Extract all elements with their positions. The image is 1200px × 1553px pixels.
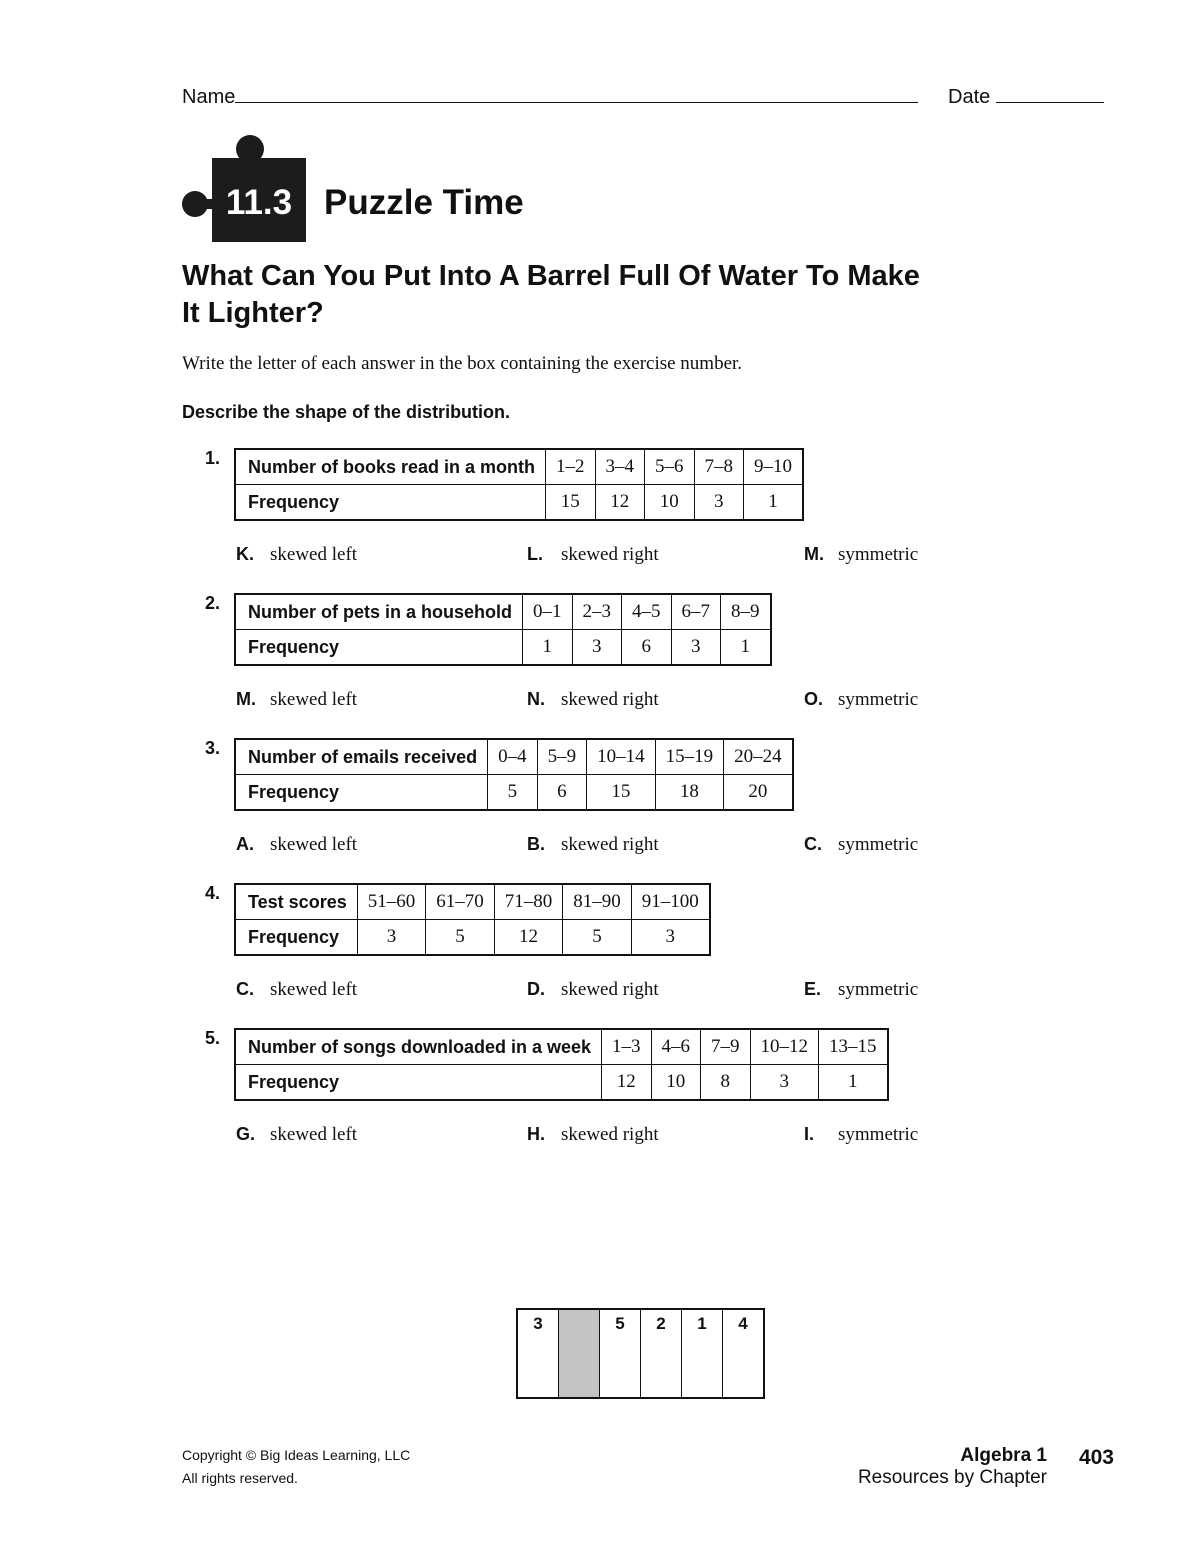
row-label: Number of songs downloaded in a week <box>235 1029 602 1065</box>
choice-text: skewed right <box>561 979 659 1000</box>
interval-cell: 0–1 <box>523 594 573 630</box>
answer-box[interactable]: 2 <box>641 1309 682 1398</box>
frequency-table <box>234 1028 889 1101</box>
answer-grid <box>516 1308 765 1399</box>
interval-cell: 8–9 <box>721 594 771 630</box>
interval-cell: 4–6 <box>651 1029 701 1065</box>
section-title: Puzzle Time <box>324 183 524 222</box>
choice-letter: I. <box>804 1124 815 1144</box>
interval-cell: 91–100 <box>631 884 710 920</box>
frequency-table <box>234 593 772 666</box>
date-line <box>996 86 1104 103</box>
frequency-cell: 12 <box>494 920 563 956</box>
choice-letter: D. <box>527 979 545 999</box>
frequency-table <box>234 738 794 811</box>
choice-text: skewed left <box>270 979 358 1000</box>
frequency-table <box>234 448 804 521</box>
choice-text: skewed left <box>270 834 358 855</box>
frequency-label: Frequency <box>235 1065 602 1101</box>
choice-letter: G. <box>236 1124 256 1144</box>
frequency-cell: 3 <box>694 485 744 521</box>
frequency-cell: 15 <box>587 775 656 811</box>
choice-text: symmetric <box>838 1124 919 1145</box>
answer-choice <box>527 979 659 1001</box>
interval-cell: 1–3 <box>602 1029 652 1065</box>
answer-choice <box>804 689 918 711</box>
row-label: Number of pets in a household <box>235 594 523 630</box>
choice-letter: M. <box>236 689 256 709</box>
answer-choice <box>804 1124 918 1146</box>
choice-text: symmetric <box>838 544 919 565</box>
frequency-cell: 5 <box>488 775 538 811</box>
frequency-cell: 18 <box>655 775 724 811</box>
frequency-cell: 5 <box>563 920 632 956</box>
frequency-cell: 12 <box>602 1065 652 1101</box>
choice-letter: N. <box>527 689 545 709</box>
frequency-cell: 1 <box>523 630 573 666</box>
choice-text: skewed right <box>561 689 659 710</box>
choice-text: skewed left <box>270 544 358 565</box>
frequency-cell: 1 <box>819 1065 888 1101</box>
frequency-label: Frequency <box>235 775 488 811</box>
interval-cell: 15–19 <box>655 739 724 775</box>
answer-box[interactable]: 5 <box>600 1309 641 1398</box>
frequency-label: Frequency <box>235 630 523 666</box>
interval-cell: 61–70 <box>426 884 495 920</box>
answer-choice <box>236 979 357 1001</box>
choice-text: symmetric <box>838 834 919 855</box>
exercise-number: 1. <box>205 448 221 468</box>
name-field <box>182 86 918 109</box>
answer-choice <box>527 544 659 566</box>
frequency-cell: 3 <box>357 920 426 956</box>
section-number: 11.3 <box>225 183 293 222</box>
rights-reserved: All rights reserved. <box>182 1470 298 1486</box>
frequency-cell: 3 <box>750 1065 819 1101</box>
name-line <box>235 86 918 103</box>
page-number: 403 <box>1078 1446 1114 1469</box>
answer-choice <box>804 979 918 1001</box>
puzzle-piece-icon <box>182 133 307 243</box>
interval-cell: 5–9 <box>537 739 587 775</box>
interval-cell: 6–7 <box>671 594 721 630</box>
interval-cell: 7–8 <box>694 449 744 485</box>
exercise-number: 2. <box>205 593 221 613</box>
interval-cell: 20–24 <box>724 739 793 775</box>
interval-cell: 1–2 <box>546 449 596 485</box>
choice-text: skewed right <box>561 834 659 855</box>
choice-text: skewed left <box>270 1124 358 1145</box>
answer-box[interactable]: 4 <box>723 1309 765 1398</box>
book-title: Algebra 1 <box>960 1445 1047 1466</box>
choice-text: symmetric <box>838 689 919 710</box>
answer-choice <box>527 834 659 856</box>
frequency-cell: 6 <box>622 630 672 666</box>
answer-box[interactable]: 3 <box>517 1309 559 1398</box>
interval-cell: 51–60 <box>357 884 426 920</box>
frequency-cell: 10 <box>651 1065 701 1101</box>
answer-box-blank[interactable] <box>559 1309 600 1398</box>
choice-letter: C. <box>804 834 822 854</box>
answer-choice <box>527 689 659 711</box>
interval-cell: 81–90 <box>563 884 632 920</box>
frequency-label: Frequency <box>235 920 357 956</box>
frequency-cell: 15 <box>546 485 596 521</box>
frequency-cell: 3 <box>572 630 622 666</box>
interval-cell: 4–5 <box>622 594 672 630</box>
frequency-cell: 6 <box>537 775 587 811</box>
interval-cell: 2–3 <box>572 594 622 630</box>
exercise-number: 5. <box>205 1028 221 1048</box>
interval-cell: 3–4 <box>595 449 645 485</box>
choice-text: skewed right <box>561 544 659 565</box>
choice-letter: O. <box>804 689 824 709</box>
answer-choice <box>236 834 357 856</box>
interval-cell: 7–9 <box>701 1029 751 1065</box>
choice-letter: H. <box>527 1124 545 1144</box>
choice-letter: A. <box>236 834 254 854</box>
date-label: Date <box>948 86 991 108</box>
interval-cell: 0–4 <box>488 739 538 775</box>
frequency-cell: 5 <box>426 920 495 956</box>
row-label: Test scores <box>235 884 357 920</box>
copyright: Copyright © Big Ideas Learning, LLC <box>182 1447 411 1463</box>
choice-text: skewed right <box>561 1124 659 1145</box>
puzzle-question: What Can You Put Into A Barrel Full Of Water To Make It Lighter? <box>182 260 920 329</box>
answer-choice <box>236 544 357 566</box>
row-label: Number of books read in a month <box>235 449 546 485</box>
choice-letter: L. <box>527 544 543 564</box>
frequency-cell: 3 <box>631 920 710 956</box>
section-heading: Describe the shape of the distribution. <box>182 402 511 422</box>
choice-letter: M. <box>804 544 824 564</box>
frequency-label: Frequency <box>235 485 546 521</box>
interval-cell: 9–10 <box>744 449 804 485</box>
interval-cell: 10–14 <box>587 739 656 775</box>
interval-cell: 10–12 <box>750 1029 819 1065</box>
frequency-cell: 3 <box>671 630 721 666</box>
row-label: Number of emails received <box>235 739 488 775</box>
choice-text: skewed left <box>270 689 358 710</box>
choice-letter: B. <box>527 834 545 854</box>
answer-choice <box>236 1124 357 1146</box>
instructions: Write the letter of each answer in the box containing the exercise number. <box>182 353 743 374</box>
answer-choice <box>527 1124 659 1146</box>
frequency-cell: 8 <box>701 1065 751 1101</box>
choice-letter: K. <box>236 544 254 564</box>
answer-choice <box>236 689 357 711</box>
interval-cell: 5–6 <box>645 449 695 485</box>
exercise-number: 3. <box>205 738 221 758</box>
exercise-number: 4. <box>205 883 221 903</box>
answer-box[interactable]: 1 <box>682 1309 723 1398</box>
choice-letter: E. <box>804 979 822 999</box>
frequency-cell: 12 <box>595 485 645 521</box>
frequency-table <box>234 883 711 956</box>
answer-choice <box>804 544 918 566</box>
frequency-cell: 1 <box>721 630 771 666</box>
interval-cell: 71–80 <box>494 884 563 920</box>
book-subtitle: Resources by Chapter <box>857 1467 1047 1488</box>
frequency-cell: 10 <box>645 485 695 521</box>
answer-choice <box>804 834 918 856</box>
frequency-cell: 1 <box>744 485 804 521</box>
choice-text: symmetric <box>838 979 919 1000</box>
frequency-cell: 20 <box>724 775 793 811</box>
name-label: Name <box>182 86 236 108</box>
interval-cell: 13–15 <box>819 1029 888 1065</box>
date-field <box>948 86 1104 109</box>
choice-letter: C. <box>236 979 254 999</box>
